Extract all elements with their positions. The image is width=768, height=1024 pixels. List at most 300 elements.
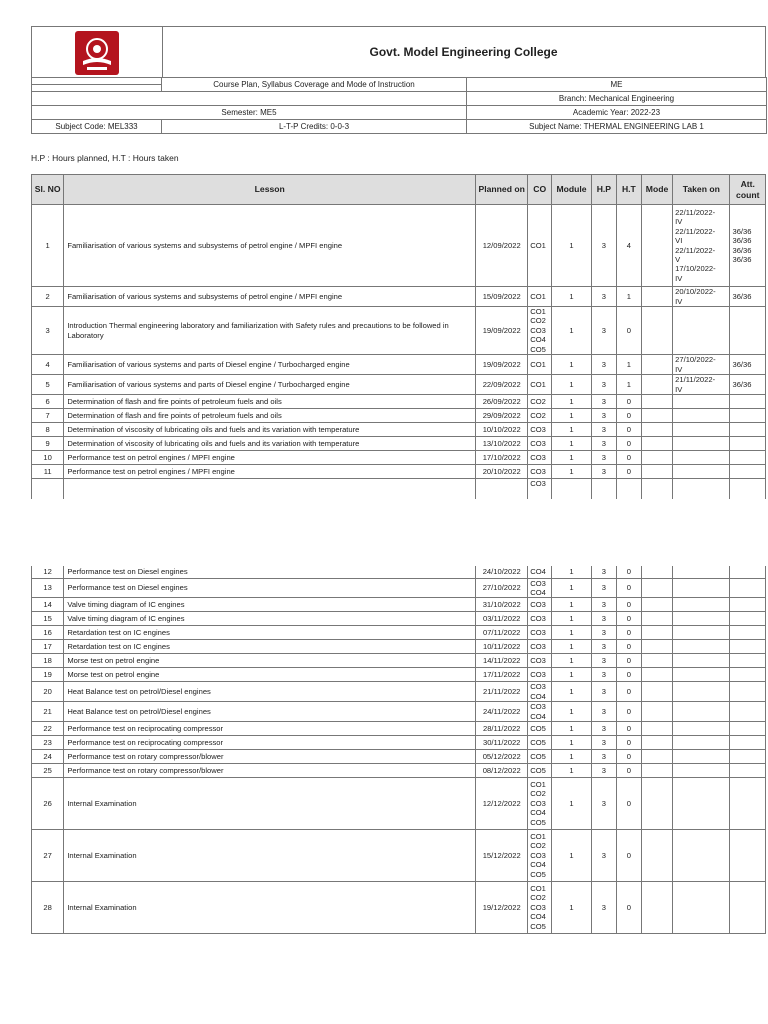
co-cell: CO5 [528, 763, 552, 777]
att-count-cell [730, 465, 766, 479]
lesson-cell: Introduction Thermal engineering laboratory and familiarization with Safety rules and precautions to be followed in Laboratory [64, 307, 476, 355]
sl-no-cell: 9 [32, 437, 64, 451]
table-row [32, 451, 766, 465]
module-cell: 1 [552, 749, 592, 763]
sl-no-cell: 8 [32, 423, 64, 437]
att-count-cell [730, 721, 766, 735]
co-cell: CO1 [528, 375, 552, 395]
table-row [32, 287, 766, 307]
empty-cell [32, 85, 162, 92]
ht-cell: 0 [616, 881, 641, 933]
col-mode-header: Mode [641, 175, 672, 205]
lesson-cell: Determination of viscosity of lubricating oils and fuels and its variation with temperature [64, 423, 476, 437]
table-row [32, 777, 766, 829]
page-title: Govt. Model Engineering College [369, 45, 558, 59]
lesson-cell: Internal Examination [64, 777, 476, 829]
att-count-cell [730, 829, 766, 881]
ht-cell: 0 [616, 437, 641, 451]
lesson-cell: Familiarisation of various systems and subsystems of petrol engine / MPFI engine [64, 205, 476, 287]
mode-cell [641, 479, 672, 499]
mode-cell [641, 409, 672, 423]
ht-cell: 0 [616, 702, 641, 722]
att-count-cell [730, 626, 766, 640]
ht-cell: 1 [616, 375, 641, 395]
co-cell: CO2 [528, 395, 552, 409]
table-row [32, 626, 766, 640]
sl-no-cell: 25 [32, 763, 64, 777]
module-cell: 1 [552, 465, 592, 479]
ht-cell: 1 [616, 287, 641, 307]
mode-cell [641, 654, 672, 668]
lesson-cell: Heat Balance test on petrol/Diesel engines [64, 702, 476, 722]
att-count-cell [730, 763, 766, 777]
table-row [32, 702, 766, 722]
ht-cell: 0 [616, 829, 641, 881]
mode-cell [641, 881, 672, 933]
module-cell: 1 [552, 423, 592, 437]
mode-cell [641, 829, 672, 881]
planned-on-cell: 08/12/2022 [476, 763, 528, 777]
ht-cell: 1 [616, 355, 641, 375]
logo-cell [32, 27, 163, 77]
mode-cell [641, 749, 672, 763]
module-cell: 1 [552, 287, 592, 307]
col-ht-header: H.T [616, 175, 641, 205]
mode-cell [641, 205, 672, 287]
mode-cell [641, 640, 672, 654]
att-count-cell [730, 566, 766, 578]
att-count-cell [730, 640, 766, 654]
module-cell: 1 [552, 881, 592, 933]
ht-cell: 0 [616, 735, 641, 749]
lesson-cell: Familiarisation of various systems and parts of Diesel engine / Turbocharged engine [64, 375, 476, 395]
table-row [32, 598, 766, 612]
att-count-cell: 36/36 36/36 36/36 36/36 [730, 205, 766, 287]
ht-cell [616, 479, 641, 499]
ltp-credits-label: L-T-P Credits: 0-0-3 [162, 120, 467, 134]
hp-cell: 3 [591, 465, 616, 479]
module-cell: 1 [552, 598, 592, 612]
hp-cell: 3 [591, 721, 616, 735]
ht-cell: 0 [616, 640, 641, 654]
dept-label: ME [467, 78, 767, 92]
lesson-cell: Performance test on Diesel engines [64, 578, 476, 598]
sl-no-cell: 23 [32, 735, 64, 749]
hp-cell: 3 [591, 777, 616, 829]
co-cell: CO1 [528, 355, 552, 375]
planned-on-cell: 10/11/2022 [476, 640, 528, 654]
hp-cell: 3 [591, 682, 616, 702]
table-row [32, 465, 766, 479]
hp-cell: 3 [591, 375, 616, 395]
co-cell: CO1 CO2 CO3 CO4 CO5 [528, 829, 552, 881]
sl-no-cell: 14 [32, 598, 64, 612]
taken-on-cell: 27/10/2022- IV [673, 355, 730, 375]
module-cell: 1 [552, 777, 592, 829]
hp-cell: 3 [591, 668, 616, 682]
sl-no-cell: 21 [32, 702, 64, 722]
ht-cell: 0 [616, 465, 641, 479]
planned-on-cell: 12/12/2022 [476, 777, 528, 829]
hp-cell: 3 [591, 307, 616, 355]
lesson-cell: Performance test on reciprocating compressor [64, 721, 476, 735]
co-cell: CO2 [528, 409, 552, 423]
planned-on-cell: 19/09/2022 [476, 355, 528, 375]
hp-cell: 3 [591, 451, 616, 465]
lesson-plan-table-page1 [31, 174, 766, 499]
module-cell: 1 [552, 205, 592, 287]
mode-cell [641, 395, 672, 409]
att-count-cell [730, 777, 766, 829]
lesson-cell: Performance test on rotary compressor/blower [64, 749, 476, 763]
hp-cell: 3 [591, 763, 616, 777]
module-cell: 1 [552, 654, 592, 668]
att-count-cell [730, 668, 766, 682]
co-cell: CO3 [528, 626, 552, 640]
hp-cell: 3 [591, 702, 616, 722]
ht-cell: 0 [616, 423, 641, 437]
taken-on-cell [673, 395, 730, 409]
col-att-count-header: Att. count [730, 175, 766, 205]
hp-cell: 3 [591, 287, 616, 307]
att-count-cell [730, 702, 766, 722]
att-count-cell [730, 654, 766, 668]
co-cell: CO3 [528, 654, 552, 668]
mode-cell [641, 451, 672, 465]
taken-on-cell [673, 566, 730, 578]
table-row [32, 721, 766, 735]
co-cell: CO4 [528, 566, 552, 578]
lesson-cell: Morse test on petrol engine [64, 668, 476, 682]
ht-cell: 0 [616, 598, 641, 612]
hp-cell: 3 [591, 409, 616, 423]
ht-cell: 0 [616, 668, 641, 682]
att-count-cell [730, 749, 766, 763]
sl-no-cell: 19 [32, 668, 64, 682]
planned-on-cell: 19/09/2022 [476, 307, 528, 355]
empty-cell [32, 78, 162, 85]
hp-cell: 3 [591, 640, 616, 654]
module-cell: 1 [552, 721, 592, 735]
planned-on-cell: 12/09/2022 [476, 205, 528, 287]
taken-on-cell [673, 654, 730, 668]
ht-cell: 0 [616, 612, 641, 626]
lesson-cell: Determination of flash and fire points of petroleum fuels and oils [64, 395, 476, 409]
co-cell: CO5 [528, 749, 552, 763]
lesson-cell: Heat Balance test on petrol/Diesel engines [64, 682, 476, 702]
hp-cell: 3 [591, 829, 616, 881]
module-cell: 1 [552, 578, 592, 598]
sl-no-cell: 7 [32, 409, 64, 423]
sl-no-cell: 17 [32, 640, 64, 654]
lesson-cell: Determination of viscosity of lubricating oils and fuels and its variation with temperature [64, 437, 476, 451]
att-count-cell [730, 881, 766, 933]
mode-cell [641, 626, 672, 640]
module-cell: 1 [552, 451, 592, 465]
planned-on-cell: 03/11/2022 [476, 612, 528, 626]
mode-cell [641, 465, 672, 479]
module-cell: 1 [552, 612, 592, 626]
module-cell: 1 [552, 763, 592, 777]
col-co-header: CO [528, 175, 552, 205]
att-count-cell [730, 735, 766, 749]
table-row [32, 654, 766, 668]
mode-cell [641, 287, 672, 307]
taken-on-cell: 21/11/2022- IV [673, 375, 730, 395]
sl-no-cell: 12 [32, 566, 64, 578]
planned-on-cell: 13/10/2022 [476, 437, 528, 451]
ht-cell: 0 [616, 409, 641, 423]
co-cell: CO3 [528, 423, 552, 437]
taken-on-cell [673, 307, 730, 355]
module-cell: 1 [552, 395, 592, 409]
taken-on-cell [673, 465, 730, 479]
planned-on-cell: 24/11/2022 [476, 702, 528, 722]
att-count-cell [730, 451, 766, 465]
table-row [32, 578, 766, 598]
table-row [32, 668, 766, 682]
col-lesson-header: Lesson [64, 175, 476, 205]
lesson-cell: Morse test on petrol engine [64, 654, 476, 668]
academic-year-label: Academic Year: 2022-23 [467, 106, 767, 120]
table-row [32, 640, 766, 654]
module-cell: 1 [552, 409, 592, 423]
sl-no-cell: 5 [32, 375, 64, 395]
planned-on-cell: 10/10/2022 [476, 423, 528, 437]
planned-on-cell: 24/10/2022 [476, 566, 528, 578]
sl-no-cell: 18 [32, 654, 64, 668]
co-cell: CO3 [528, 479, 552, 499]
ht-cell: 0 [616, 626, 641, 640]
course-info-table [31, 77, 767, 134]
taken-on-cell: 20/10/2022- IV [673, 287, 730, 307]
taken-on-cell [673, 702, 730, 722]
table-row [32, 682, 766, 702]
co-cell: CO1 CO2 CO3 CO4 CO5 [528, 881, 552, 933]
co-cell: CO3 [528, 437, 552, 451]
mode-cell [641, 735, 672, 749]
sl-no-cell: 22 [32, 721, 64, 735]
co-cell: CO3 CO4 [528, 578, 552, 598]
att-count-cell [730, 578, 766, 598]
col-module-header: Module [552, 175, 592, 205]
module-cell: 1 [552, 668, 592, 682]
lesson-cell: Performance test on reciprocating compressor [64, 735, 476, 749]
lesson-cell [64, 479, 476, 499]
att-count-cell: 36/36 [730, 375, 766, 395]
table-row [32, 749, 766, 763]
col-sl-no-header: Sl. NO [32, 175, 64, 205]
lesson-cell: Familiarisation of various systems and subsystems of petrol engine / MPFI engine [64, 287, 476, 307]
lesson-cell: Performance test on rotary compressor/blower [64, 763, 476, 777]
table-row [32, 423, 766, 437]
att-count-cell: 36/36 [730, 287, 766, 307]
taken-on-cell [673, 626, 730, 640]
sl-no-cell: 27 [32, 829, 64, 881]
planned-on-cell: 05/12/2022 [476, 749, 528, 763]
taken-on-cell [673, 721, 730, 735]
module-cell: 1 [552, 566, 592, 578]
hp-cell: 3 [591, 205, 616, 287]
empty-cell [32, 92, 467, 106]
mode-cell [641, 355, 672, 375]
sl-no-cell: 13 [32, 578, 64, 598]
sl-no-cell: 2 [32, 287, 64, 307]
mode-cell [641, 423, 672, 437]
table-row [32, 881, 766, 933]
module-cell: 1 [552, 640, 592, 654]
branch-label: Branch: Mechanical Engineering [467, 92, 767, 106]
ht-cell: 4 [616, 205, 641, 287]
att-count-cell: 36/36 [730, 355, 766, 375]
sl-no-cell: 1 [32, 205, 64, 287]
taken-on-cell [673, 423, 730, 437]
mode-cell [641, 437, 672, 451]
lesson-cell: Performance test on Diesel engines [64, 566, 476, 578]
sl-no-cell: 16 [32, 626, 64, 640]
table-row [32, 395, 766, 409]
table-row-continued [32, 479, 766, 499]
co-cell: CO3 [528, 465, 552, 479]
sl-no-cell: 24 [32, 749, 64, 763]
taken-on-cell: 22/11/2022- IV 22/11/2022- VI 22/11/2022- V 17/10/2022- IV [673, 205, 730, 287]
mode-cell [641, 566, 672, 578]
module-cell: 1 [552, 829, 592, 881]
planned-on-cell: 26/09/2022 [476, 395, 528, 409]
mode-cell [641, 777, 672, 829]
module-cell: 1 [552, 307, 592, 355]
co-cell: CO3 [528, 612, 552, 626]
lesson-cell: Familiarisation of various systems and parts of Diesel engine / Turbocharged engine [64, 355, 476, 375]
sl-no-cell: 4 [32, 355, 64, 375]
hp-cell: 3 [591, 612, 616, 626]
hp-cell: 3 [591, 395, 616, 409]
table-row [32, 205, 766, 287]
co-cell: CO3 [528, 640, 552, 654]
mode-cell [641, 702, 672, 722]
module-cell: 1 [552, 702, 592, 722]
module-cell: 1 [552, 375, 592, 395]
att-count-cell [730, 307, 766, 355]
hp-cell [591, 479, 616, 499]
col-taken-on-header: Taken on [673, 175, 730, 205]
ht-cell: 0 [616, 749, 641, 763]
mode-cell [641, 375, 672, 395]
module-cell: 1 [552, 626, 592, 640]
ht-cell: 0 [616, 307, 641, 355]
co-cell: CO3 CO4 [528, 682, 552, 702]
planned-on-cell: 21/11/2022 [476, 682, 528, 702]
subject-code-label: Subject Code: MEL333 [32, 120, 162, 134]
table-row [32, 409, 766, 423]
col-hp-header: H.P [591, 175, 616, 205]
semester-label: Semester: ME5 [32, 106, 467, 120]
lesson-cell: Retardation test on IC engines [64, 640, 476, 654]
ht-cell: 0 [616, 763, 641, 777]
module-cell: 1 [552, 682, 592, 702]
college-logo [75, 31, 119, 75]
hp-cell: 3 [591, 355, 616, 375]
planned-on-cell [476, 479, 528, 499]
hp-cell: 3 [591, 437, 616, 451]
planned-on-cell: 20/10/2022 [476, 465, 528, 479]
hp-cell: 3 [591, 598, 616, 612]
co-cell: CO1 [528, 287, 552, 307]
hours-legend: H.P : Hours planned, H.T : Hours taken [31, 153, 179, 163]
sl-no-cell: 28 [32, 881, 64, 933]
header-box [31, 26, 766, 78]
hp-cell: 3 [591, 578, 616, 598]
planned-on-cell: 19/12/2022 [476, 881, 528, 933]
table-row [32, 307, 766, 355]
taken-on-cell [673, 612, 730, 626]
logo-emblem-icon [75, 31, 119, 75]
sl-no-cell: 6 [32, 395, 64, 409]
hp-cell: 3 [591, 749, 616, 763]
sl-no-cell: 26 [32, 777, 64, 829]
taken-on-cell [673, 881, 730, 933]
taken-on-cell [673, 598, 730, 612]
table-row [32, 566, 766, 578]
taken-on-cell [673, 578, 730, 598]
mode-cell [641, 598, 672, 612]
hp-cell: 3 [591, 566, 616, 578]
hp-cell: 3 [591, 626, 616, 640]
co-cell: CO5 [528, 735, 552, 749]
lesson-cell: Retardation test on IC engines [64, 626, 476, 640]
sl-no-cell [32, 479, 64, 499]
sl-no-cell: 15 [32, 612, 64, 626]
ht-cell: 0 [616, 721, 641, 735]
table-row [32, 763, 766, 777]
mode-cell [641, 682, 672, 702]
planned-on-cell: 15/12/2022 [476, 829, 528, 881]
planned-on-cell: 28/11/2022 [476, 721, 528, 735]
hp-cell: 3 [591, 654, 616, 668]
att-count-cell [730, 409, 766, 423]
taken-on-cell [673, 640, 730, 654]
planned-on-cell: 14/11/2022 [476, 654, 528, 668]
mode-cell [641, 307, 672, 355]
lesson-cell: Determination of flash and fire points of petroleum fuels and oils [64, 409, 476, 423]
taken-on-cell [673, 749, 730, 763]
att-count-cell [730, 479, 766, 499]
taken-on-cell [673, 829, 730, 881]
taken-on-cell [673, 437, 730, 451]
sl-no-cell: 3 [32, 307, 64, 355]
co-cell: CO3 [528, 451, 552, 465]
course-plan-label: Course Plan, Syllabus Coverage and Mode of Instruction [162, 78, 467, 92]
mode-cell [641, 668, 672, 682]
lesson-cell: Internal Examination [64, 881, 476, 933]
ht-cell: 0 [616, 578, 641, 598]
att-count-cell [730, 423, 766, 437]
module-cell [552, 479, 592, 499]
lesson-plan-table-page2 [31, 566, 766, 934]
col-planned-on-header: Planned on [476, 175, 528, 205]
taken-on-cell [673, 668, 730, 682]
mode-cell [641, 721, 672, 735]
taken-on-cell [673, 479, 730, 499]
sl-no-cell: 20 [32, 682, 64, 702]
module-cell: 1 [552, 735, 592, 749]
hp-cell: 3 [591, 735, 616, 749]
ht-cell: 0 [616, 566, 641, 578]
hp-cell: 3 [591, 423, 616, 437]
lesson-cell: Valve timing diagram of IC engines [64, 598, 476, 612]
att-count-cell [730, 395, 766, 409]
module-cell: 1 [552, 355, 592, 375]
